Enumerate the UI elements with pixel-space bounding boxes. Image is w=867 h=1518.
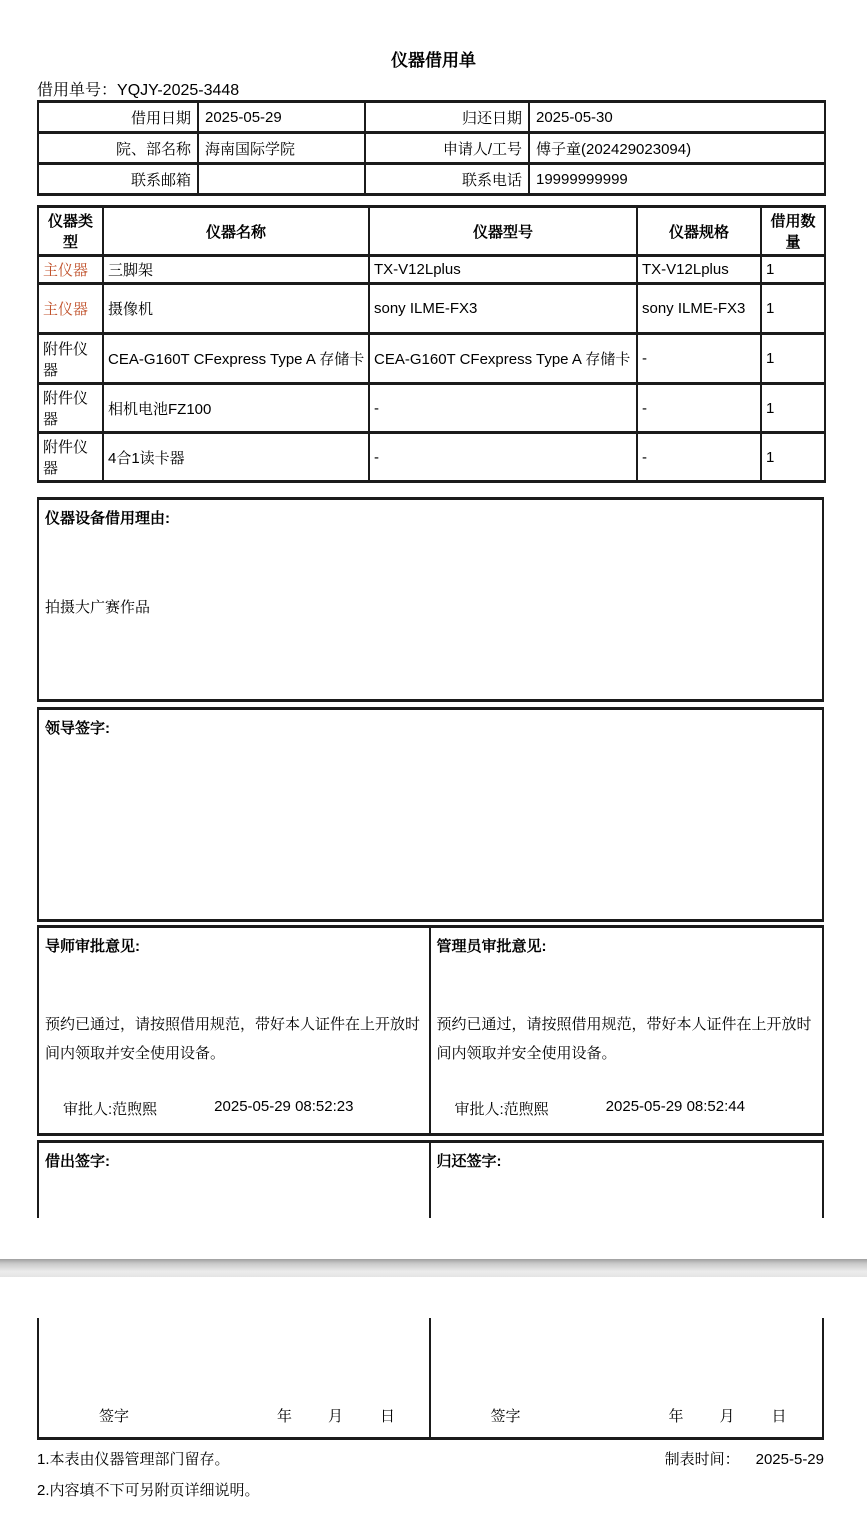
equipment-row	[38, 284, 825, 334]
lend-month-label: 月	[328, 1408, 344, 1425]
col-header-qty: 借用数量	[761, 207, 825, 256]
equipment-qty-cell: 1	[761, 256, 825, 284]
admin-approval-label: 管理员审批意见:	[436, 938, 547, 955]
equipment-qty-cell: 1	[761, 433, 825, 482]
page-title: 仪器借用单	[391, 51, 476, 70]
lend-sign-cell	[39, 1143, 431, 1218]
approval-section	[37, 925, 824, 1136]
made-time-line	[665, 1448, 824, 1469]
lend-sign-cell-continued	[39, 1318, 431, 1437]
return-sign-cell-continued	[431, 1318, 823, 1437]
email-value	[198, 164, 365, 195]
lend-sign-line	[39, 1405, 429, 1426]
lend-day-label: 日	[380, 1408, 396, 1425]
department-label: 院、部名称	[38, 133, 198, 164]
applicant-label: 申请人/工号	[365, 133, 529, 164]
page-separator	[0, 1259, 867, 1277]
equipment-qty-cell: 1	[761, 284, 825, 334]
footer-note-1: 1.本表由仪器管理部门留存。	[37, 1451, 230, 1468]
return-year-label: 年	[668, 1408, 684, 1425]
admin-approval-time: 2025-05-29 08:52:44	[605, 1098, 745, 1115]
equipment-table	[37, 205, 826, 483]
equipment-name-cell: CEA-G160T CFexpress Type A 存储卡	[103, 334, 369, 384]
borrow-date-value: 2025-05-29	[198, 102, 365, 133]
return-sign-label: 归还签字:	[436, 1153, 502, 1170]
equipment-name-cell: 摄像机	[103, 284, 369, 334]
equipment-name-cell: 4合1读卡器	[103, 433, 369, 482]
equipment-qty-cell: 1	[761, 384, 825, 433]
info-row-dates	[38, 102, 825, 133]
col-header-spec: 仪器规格	[637, 207, 761, 256]
equipment-spec-cell: -	[637, 334, 761, 384]
order-number-line	[37, 77, 239, 100]
lend-return-sign-section	[37, 1140, 824, 1218]
equipment-row	[38, 334, 825, 384]
col-header-name: 仪器名称	[103, 207, 369, 256]
lend-sign-word: 签字	[99, 1408, 130, 1425]
phone-label: 联系电话	[365, 164, 529, 195]
return-sign-word: 签字	[490, 1408, 521, 1425]
col-header-type: 仪器类型	[38, 207, 103, 256]
equipment-type-cell: 附件仪器	[38, 334, 103, 384]
made-time-label: 制表时间：	[664, 1451, 740, 1468]
borrow-info-table	[37, 100, 826, 196]
footer-line-1	[37, 1448, 824, 1469]
borrow-date-label: 借用日期	[38, 102, 198, 133]
equipment-model-cell: CEA-G160T CFexpress Type A 存储卡	[369, 334, 637, 384]
sign-section-continued	[37, 1318, 824, 1440]
mentor-approval-cell	[39, 928, 431, 1133]
department-value: 海南国际学院	[198, 133, 365, 164]
equipment-row	[38, 256, 825, 284]
return-date-value: 2025-05-30	[529, 102, 825, 133]
admin-approver-line	[455, 1098, 745, 1119]
col-header-model: 仪器型号	[369, 207, 637, 256]
equipment-row	[38, 433, 825, 482]
borrow-reason-content: 拍摄大广赛作品	[45, 599, 151, 616]
leader-signature-label: 领导签字:	[45, 720, 110, 737]
mentor-approval-label: 导师审批意见:	[45, 938, 140, 955]
equipment-spec-cell: TX-V12Lplus	[637, 256, 761, 284]
return-sign-line	[431, 1405, 823, 1426]
borrow-reason-section	[37, 497, 824, 702]
equipment-model-cell: TX-V12Lplus	[369, 256, 637, 284]
admin-approver-name: 审批人:范煦熙	[454, 1101, 549, 1118]
mentor-approval-comment: 预约已通过，请按照借用规范，带好本人证件在上开放时间内领取并安全使用设备。	[45, 1016, 421, 1062]
equipment-model-cell: sony ILME-FX3	[369, 284, 637, 334]
return-date-label: 归还日期	[365, 102, 529, 133]
lend-sign-label: 借出签字:	[45, 1153, 110, 1170]
equipment-header-row	[38, 207, 825, 256]
lend-year-label: 年	[277, 1408, 293, 1425]
phone-value: 19999999999	[529, 164, 825, 195]
return-sign-cell	[431, 1143, 823, 1218]
leader-signature-section	[37, 707, 824, 922]
equipment-spec-cell: -	[637, 433, 761, 482]
mentor-approval-time: 2025-05-29 08:52:23	[214, 1098, 354, 1115]
order-number-value: YQJY-2025-3448	[117, 82, 240, 99]
made-time-value: 2025-5-29	[755, 1451, 824, 1468]
info-row-department	[38, 133, 825, 164]
equipment-qty-cell: 1	[761, 334, 825, 384]
borrow-reason-label: 仪器设备借用理由:	[45, 510, 170, 527]
mentor-approver-line	[63, 1098, 353, 1119]
equipment-spec-cell: -	[637, 384, 761, 433]
admin-approval-comment: 预约已通过，请按照借用规范，带好本人证件在上开放时间内领取并安全使用设备。	[436, 1016, 812, 1062]
equipment-row	[38, 384, 825, 433]
equipment-name-cell: 三脚架	[103, 256, 369, 284]
admin-approval-cell	[431, 928, 823, 1133]
order-number-label: 借用单号：	[37, 82, 118, 99]
equipment-type-cell: 附件仪器	[38, 384, 103, 433]
email-label: 联系邮箱	[38, 164, 198, 195]
info-row-contact	[38, 164, 825, 195]
equipment-spec-cell: sony ILME-FX3	[637, 284, 761, 334]
equipment-type-cell: 主仪器	[38, 256, 103, 284]
applicant-value: 傅子童(202429023094)	[529, 133, 825, 164]
equipment-type-cell: 主仪器	[38, 284, 103, 334]
return-month-label: 月	[719, 1408, 735, 1425]
footer-note-2: 2.内容填不下可另附页详细说明。	[37, 1482, 260, 1499]
return-day-label: 日	[771, 1408, 787, 1425]
equipment-model-cell: -	[369, 384, 637, 433]
equipment-name-cell: 相机电池FZ100	[103, 384, 369, 433]
equipment-type-cell: 附件仪器	[38, 433, 103, 482]
equipment-model-cell: -	[369, 433, 637, 482]
mentor-approver-name: 审批人:范煦熙	[63, 1101, 158, 1118]
